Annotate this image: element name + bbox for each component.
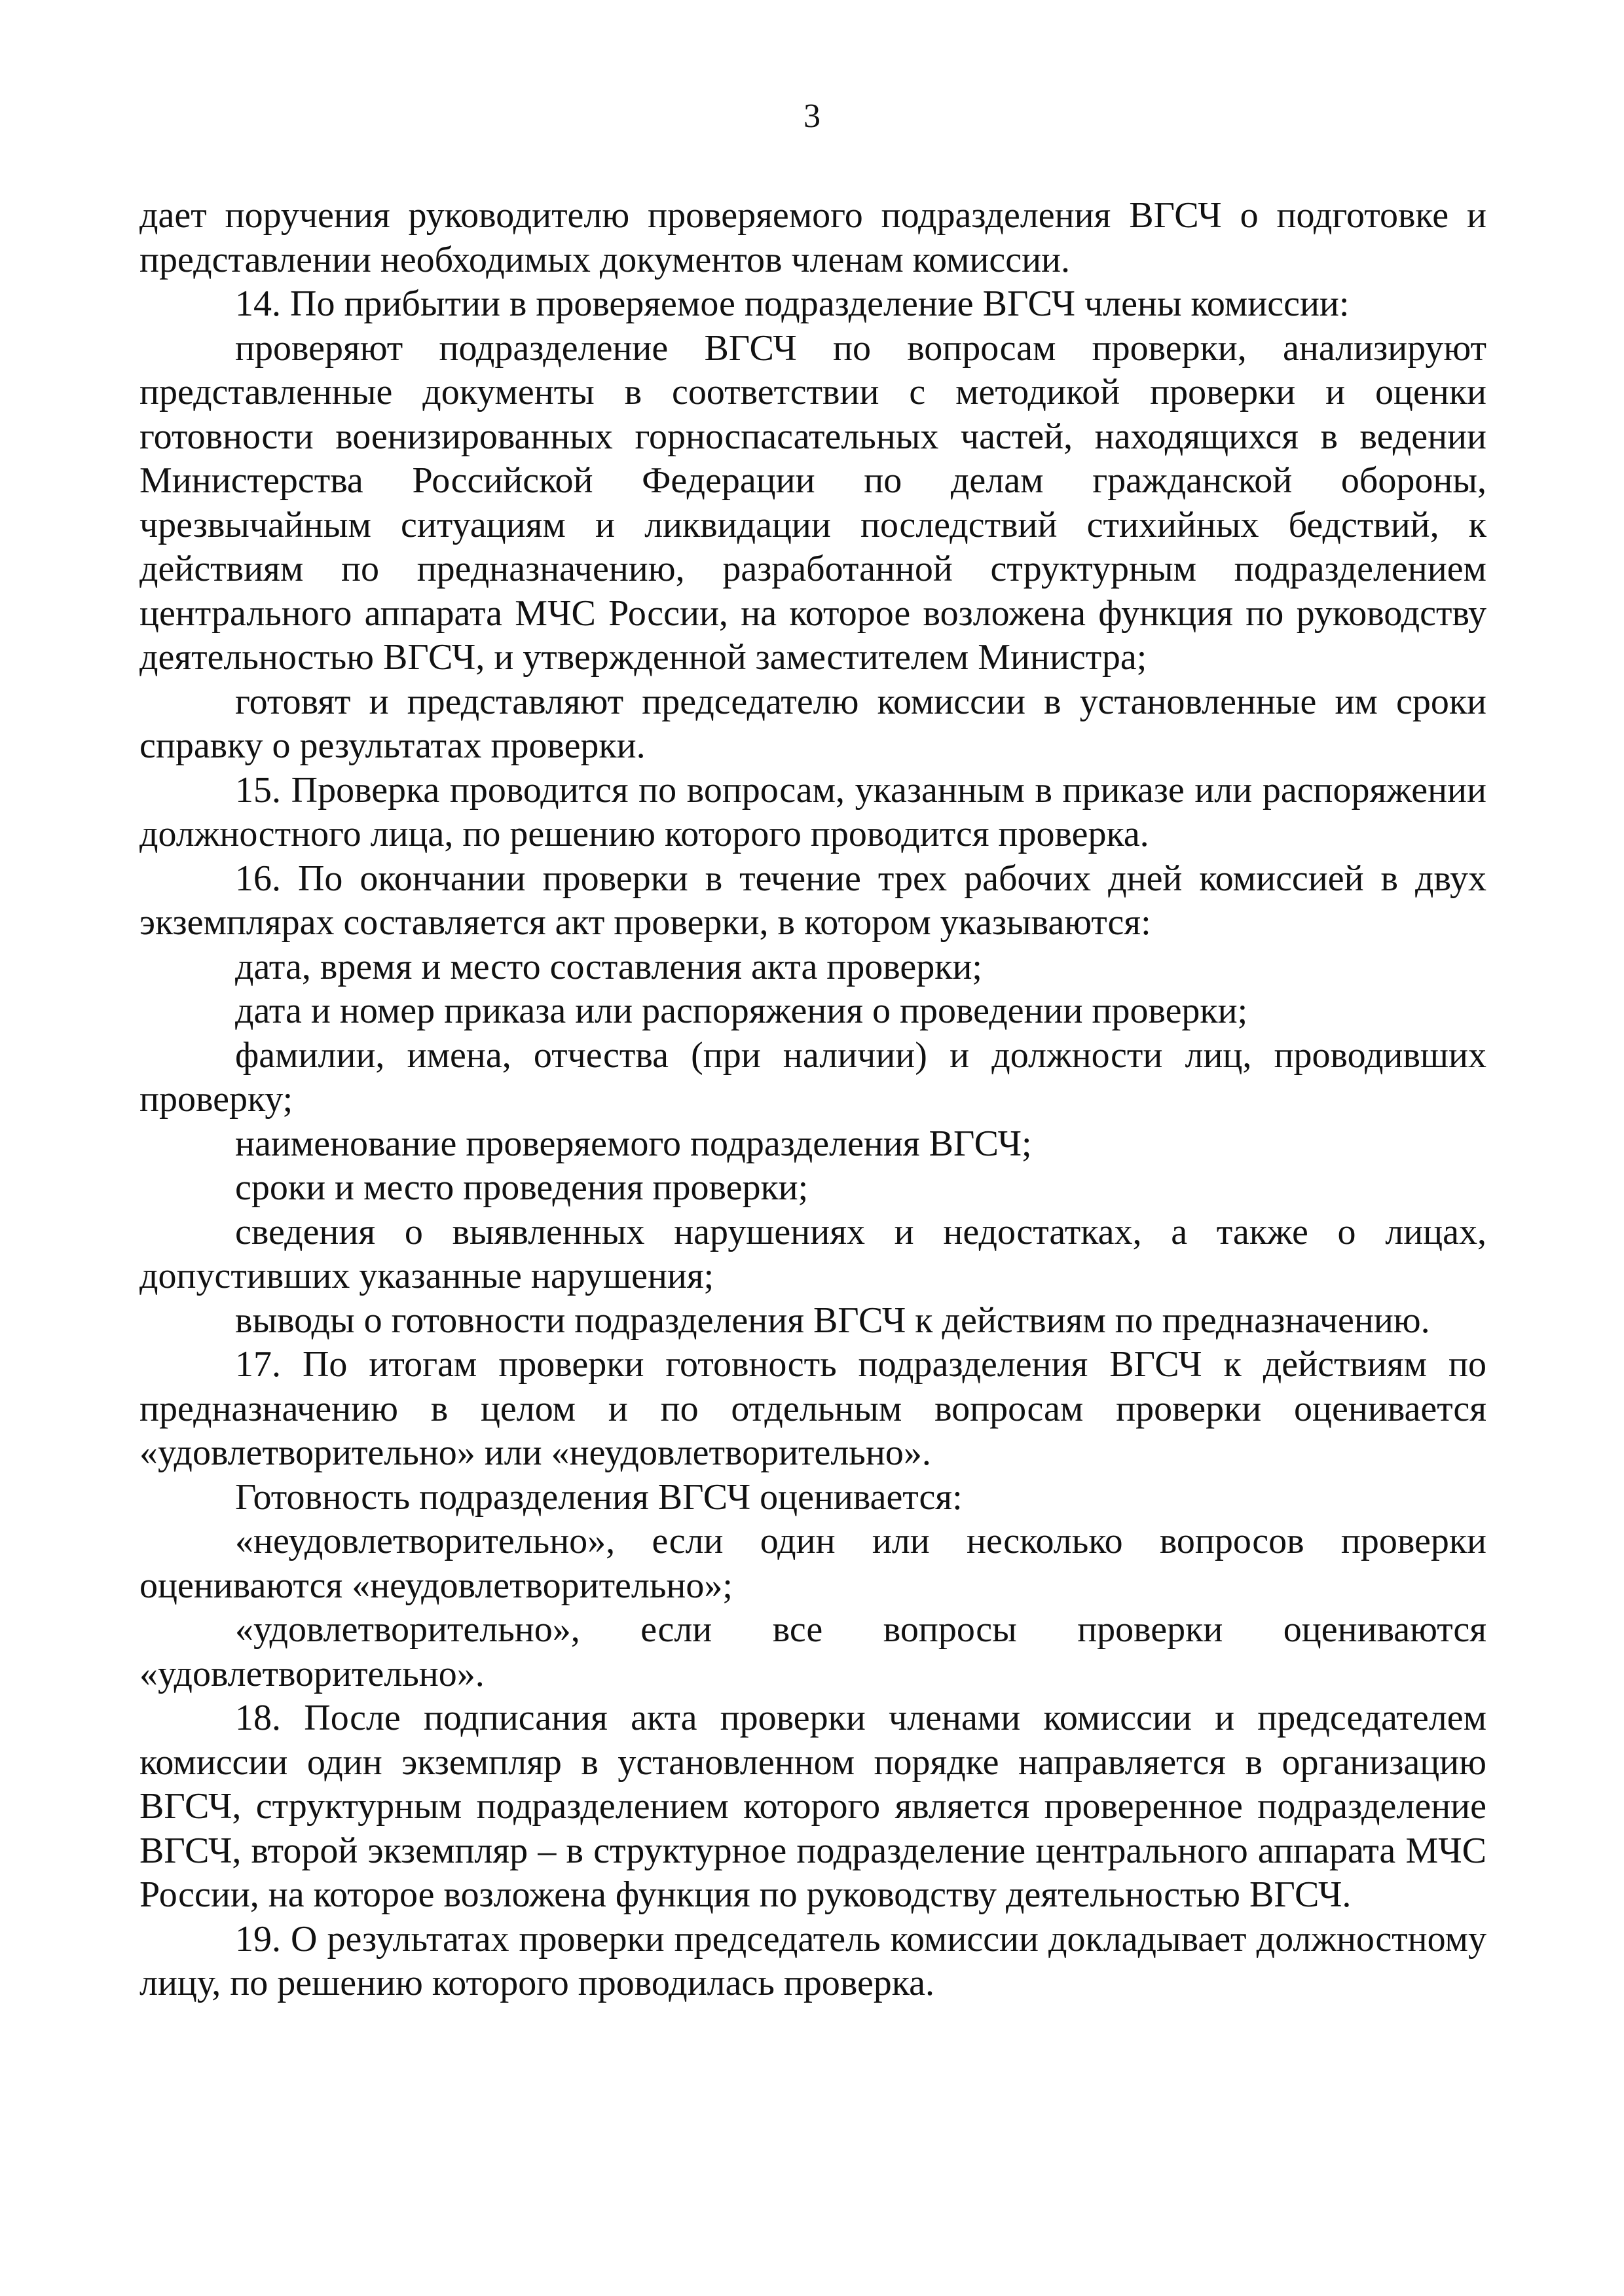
- paragraph-16-item-4: наименование проверяемого подразделения ВГСЧ;: [235, 1123, 1032, 1164]
- paragraph-16-item-1: дата, время и место составления акта проверки;: [235, 946, 982, 987]
- paragraph-14-item-2: готовят и представляют председателю комиссии в установленные им сроки справку о результатах проверки.: [139, 681, 1486, 766]
- paragraph-16-item-2: дата и номер приказа или распоряжения о проведении проверки;: [235, 991, 1248, 1031]
- paragraph-17-item-1: «неудовлетворительно», если один или несколько вопросов проверки оцениваются «неудовлетворительно»;: [139, 1521, 1486, 1606]
- paragraph-17: 17. По итогам проверки готовность подразделения ВГСЧ к действиям по предназначению в целом и по отдельным вопросам проверки оценивается «удовлетворительно» или «неудовлетворительно».: [139, 1344, 1486, 1473]
- paragraph-16-item-5: сроки и место проведения проверки;: [235, 1167, 809, 1208]
- paragraph-16-item-3: фамилии, имена, отчества (при наличии) и должности лиц, проводивших проверку;: [139, 1034, 1486, 1120]
- document-body: [139, 194, 1486, 2006]
- paragraph-continuation: дает поручения руководителю проверяемого подразделения ВГСЧ о подготовке и представлении необходимых документов членам комиссии.: [139, 195, 1486, 280]
- paragraph-14-item-1: проверяют подразделение ВГСЧ по вопросам проверки, анализируют представленные документы в соответствии с методикой проверки и оценки готовности военизированных горноспасательных частей, находящихся в ведении Министерства Российской Федерации по делам гражданской обороны, чрезвычайным ситуациям и ликвидации последствий стихийных бедствий, к действиям по предназначению, разработанной структурным подразделением центрального аппарата МЧС России, на которое возложена функция по руководству деятельностью ВГСЧ, и утвержденной заместителем Министра;: [139, 327, 1486, 678]
- paragraph-14: 14. По прибытии в проверяемое подразделение ВГСЧ члены комиссии:: [235, 283, 1350, 324]
- paragraph-16-item-7: выводы о готовности подразделения ВГСЧ к действиям по предназначению.: [235, 1300, 1430, 1341]
- paragraph-16: 16. По окончании проверки в течение трех рабочих дней комиссией в двух экземплярах составляется акт проверки, в котором указываются:: [139, 858, 1486, 943]
- paragraph-19: 19. О результатах проверки председатель комиссии докладывает должностному лицу, по решению которого проводилась проверка.: [139, 1918, 1486, 2003]
- paragraph-16-item-6: сведения о выявленных нарушениях и недостатках, а также о лицах, допустивших указанные нарушения;: [139, 1211, 1486, 1296]
- paragraph-18: 18. После подписания акта проверки членами комиссии и председателем комиссии один экземпляр в установленном порядке направляется в организацию ВГСЧ, структурным подразделением которого является проверенное подразделение ВГСЧ, второй экземпляр – в структурное подразделение центрального аппарата МЧС России, на которое возложена функция по руководству деятельностью ВГСЧ.: [139, 1698, 1486, 1915]
- paragraph-17-readiness: Готовность подразделения ВГСЧ оценивается:: [235, 1476, 963, 1518]
- paragraph-17-item-2: «удовлетворительно», если все вопросы проверки оцениваются «удовлетворительно».: [139, 1609, 1486, 1694]
- page-number: 3: [803, 98, 821, 135]
- paragraph-15: 15. Проверка проводится по вопросам, указанным в приказе или распоряжении должностного лица, по решению которого проводится проверка.: [139, 769, 1486, 854]
